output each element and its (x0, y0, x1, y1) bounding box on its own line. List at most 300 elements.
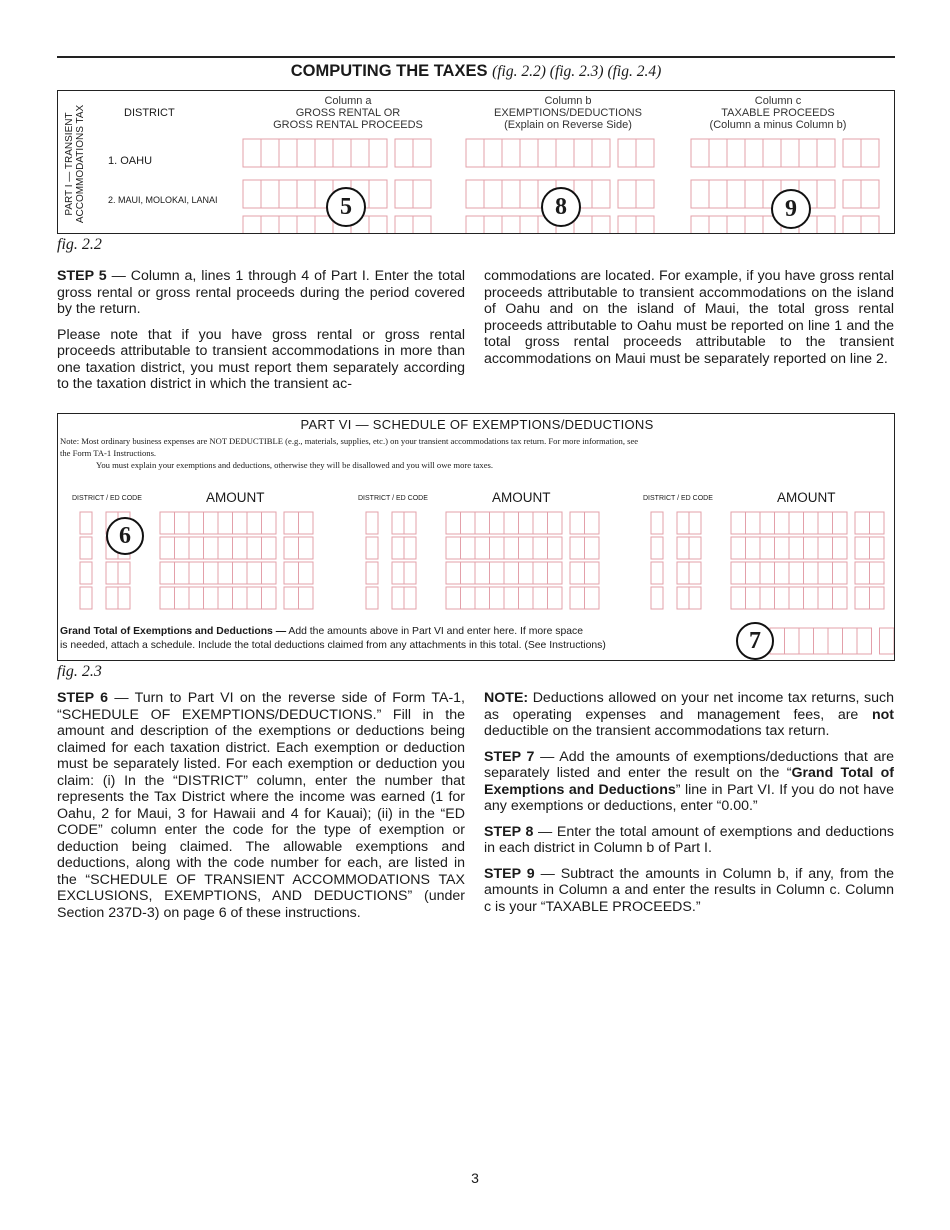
amount-box (218, 562, 233, 584)
fig22-entry-box (538, 139, 556, 167)
note-text-2: deductible on the transient accommodations tax return. (484, 723, 830, 739)
amount-header-1: AMOUNT (206, 490, 265, 505)
column-b-line2: (Explain on Reverse Side) (504, 119, 632, 131)
step7-text-2: ” line in Part VI. If you do not have any exemptions or deductions, enter “0.00.” (484, 781, 894, 814)
column-a-line2: GROSS RENTAL PROCEEDS (273, 119, 423, 131)
ed-code-box (404, 537, 416, 559)
grand-total-box (799, 628, 814, 654)
amount-box (299, 562, 314, 584)
fig22-entry-box (395, 180, 413, 208)
amount-box (218, 537, 233, 559)
step5-left-column (57, 268, 465, 402)
district-code-box (651, 512, 663, 534)
fig22-entry-box (709, 216, 727, 234)
amount-box (284, 512, 299, 534)
fig22-entry-box (279, 139, 297, 167)
fig22-entry-box (261, 216, 279, 234)
amount-box (475, 537, 490, 559)
grand-total-label: Grand Total of Exemptions and Deductions — (60, 626, 287, 637)
note-paragraph (484, 690, 894, 740)
fig22-entry-box (861, 180, 879, 208)
step5-label: STEP 5 (57, 268, 107, 284)
amount-box (746, 512, 761, 534)
ed-code-box (404, 587, 416, 609)
amount-box (247, 512, 262, 534)
column-b-title: Column b (544, 95, 592, 107)
amount-box (731, 537, 746, 559)
fig22-entry-box (618, 216, 636, 234)
figure-2-2 (57, 90, 895, 234)
side-label-line-1: PART I — TRANSIENT (64, 112, 75, 216)
fig22-entry-box (297, 139, 315, 167)
step7-paragraph (484, 749, 894, 815)
fig22-entry-box (466, 216, 484, 234)
fig22-entry-box (691, 139, 709, 167)
column-c-title: Column c (754, 95, 802, 107)
step8-text: — Enter the total amount of exemptions and deductions in each district in Column b of Part I. (484, 823, 894, 856)
ed-code-box (677, 562, 689, 584)
amount-box (504, 587, 519, 609)
grand-total-text: Add the amounts above in Part VI and enter here. If more space (286, 626, 583, 637)
district-code-box (80, 512, 92, 534)
amount-box (870, 537, 885, 559)
amount-box (519, 587, 534, 609)
circle-5-marker: 5 (326, 187, 366, 227)
amount-box (833, 587, 848, 609)
fig22-entry-box (843, 180, 861, 208)
amount-box (855, 562, 870, 584)
grand-total-box (894, 628, 895, 654)
amount-box (262, 537, 277, 559)
ed-code-box (404, 512, 416, 534)
fig22-entry-box (709, 180, 727, 208)
fig22-entry-box (297, 216, 315, 234)
amount-box (160, 537, 175, 559)
district-code-box (80, 587, 92, 609)
step9-label: STEP 9 (484, 865, 535, 882)
amount-box (446, 587, 461, 609)
fig22-entry-box (727, 216, 745, 234)
column-c-line1: TAXABLE PROCEEDS (721, 107, 835, 119)
amount-box (175, 562, 190, 584)
amount-box (855, 587, 870, 609)
fig22-entry-box (369, 216, 387, 234)
fig22-entry-box (243, 216, 261, 234)
amount-box (533, 587, 548, 609)
fig22-entry-box (333, 139, 351, 167)
ed-code-box (689, 537, 701, 559)
ed-code-box (106, 562, 118, 584)
district-code-box (651, 562, 663, 584)
amount-box (519, 562, 534, 584)
district-code-box (651, 537, 663, 559)
amount-box (446, 537, 461, 559)
district-code-box (366, 512, 378, 534)
ed-code-box (392, 587, 404, 609)
step7-label: STEP 7 (484, 748, 535, 765)
part-vi-title: PART VI — SCHEDULE OF EXEMPTIONS/DEDUCTIONS (300, 417, 654, 432)
amount-box (585, 562, 600, 584)
step5-note: Please note that if you have gross rental or gross rental proceeds attributable to transient accommodations in more than one taxation district, you must report them separately according to the taxation district in which the transient ac- (57, 326, 465, 392)
fig22-entry-box (243, 180, 261, 208)
amount-box (519, 512, 534, 534)
amount-box (461, 587, 476, 609)
row-maui-label: 2. MAUI, MOLOKAI, LANAI (108, 195, 218, 205)
amount-box (760, 537, 775, 559)
amount-box (533, 537, 548, 559)
column-c-line2: (Column a minus Column b) (709, 119, 847, 131)
amount-box (818, 562, 833, 584)
amount-box (870, 512, 885, 534)
amount-box (760, 562, 775, 584)
fig22-entry-box (618, 139, 636, 167)
fig22-entry-box (843, 139, 861, 167)
district-code-box (366, 587, 378, 609)
amount-box (775, 512, 790, 534)
amount-box (247, 537, 262, 559)
ed-code-box (404, 562, 416, 584)
amount-box (775, 587, 790, 609)
page-number: 3 (471, 1170, 479, 1186)
amount-box (585, 537, 600, 559)
amount-box (247, 587, 262, 609)
fig22-entry-box (709, 139, 727, 167)
note-bold: not (871, 706, 894, 723)
amount-box (731, 587, 746, 609)
amount-box (570, 587, 585, 609)
fig22-entry-box (574, 139, 592, 167)
fig-2-3-caption: fig. 2.3 (57, 663, 102, 680)
fig22-entry-box (466, 139, 484, 167)
amount-box (189, 512, 204, 534)
step6-left-column (57, 690, 465, 930)
fig22-entry-box (691, 180, 709, 208)
district-code-box (366, 537, 378, 559)
fig22-entry-box (618, 180, 636, 208)
amount-box (585, 512, 600, 534)
fig22-entry-box (763, 139, 781, 167)
amount-box (504, 562, 519, 584)
fig23-box-grid (58, 414, 895, 661)
fig22-entry-box (369, 180, 387, 208)
amount-box (204, 562, 219, 584)
amount-box (446, 512, 461, 534)
step5-paragraph (57, 268, 465, 318)
fig22-entry-box (861, 216, 879, 234)
fig22-entry-box (745, 139, 763, 167)
fig22-entry-box (261, 180, 279, 208)
amount-box (490, 512, 505, 534)
circle-7-marker: 7 (736, 622, 774, 660)
ed-code-box (689, 512, 701, 534)
circle-9-marker: 9 (771, 189, 811, 229)
step6-text: — Turn to Part VI on the reverse side of Form TA-1, “SCHEDULE OF EXEMPTIONS/DEDUCTIONS.” Fill in the amount and description of the exemptions or deductions being claimed for each taxation district. Each exemption or deduction must be separately listed. For each exemption or deduction you claim: (i) In the “DISTRICT” column, enter the number that represents the Tax District where the income was earned (1 for Oahu, 2 for Maui, 3 for Hawaii and 4 for Kauai); (ii) in the “ED CODE” column enter the code for the type of exemption or deduction being claimed. The allowable exemptions and deductions, along with the code number for each, are listed in the “SCHEDULE OF TRANSIENT ACCOMMODATIONS TAX EXCLUSIONS, EXEMPTIONS, AND DEDUCTIONS” (under Section 237D-3) on page 6 of these instructions. (57, 690, 465, 921)
ed-code-header-1: DISTRICT / ED CODE (72, 495, 142, 502)
amount-box (533, 512, 548, 534)
amount-box (461, 512, 476, 534)
step9-text: — Subtract the amounts in Column b, if any, from the amounts in Column a and enter the results in Column c. Column c is your “TAXABLE PROCEEDS.” (484, 865, 894, 915)
amount-box (789, 537, 804, 559)
amount-box (204, 512, 219, 534)
amount-box (804, 512, 819, 534)
fig22-entry-box (520, 180, 538, 208)
amount-box (804, 537, 819, 559)
amount-box (475, 587, 490, 609)
fig22-entry-box (279, 180, 297, 208)
grand-total-box (843, 628, 858, 654)
step8-label: STEP 8 (484, 823, 534, 840)
amount-box (548, 562, 563, 584)
note-line-3: You must explain your exemptions and deductions, otherwise they will be disallowed and you will owe more taxes. (96, 460, 493, 470)
fig22-entry-box (817, 216, 835, 234)
fig22-entry-box (484, 139, 502, 167)
ed-code-box (118, 562, 130, 584)
grand-total-line-2: is needed, attach a schedule. Include the total deductions claimed from any attachments in this total. (See Instructions) (60, 640, 606, 651)
step9-paragraph (484, 866, 894, 916)
amount-box (247, 562, 262, 584)
ed-code-box (677, 537, 689, 559)
grand-total-line (60, 625, 740, 653)
fig22-entry-box (727, 180, 745, 208)
amount-box (218, 587, 233, 609)
amount-box (760, 512, 775, 534)
amount-box (585, 587, 600, 609)
fig22-entry-box (297, 180, 315, 208)
amount-box (175, 512, 190, 534)
step6-paragraph (57, 690, 465, 921)
amount-box (804, 587, 819, 609)
fig22-entry-box (315, 139, 333, 167)
amount-box (490, 562, 505, 584)
fig22-entry-box (781, 139, 799, 167)
amount-box (262, 587, 277, 609)
amount-box (870, 562, 885, 584)
title-fig-refs: (fig. 2.2) (fig. 2.3) (fig. 2.4) (492, 63, 662, 80)
amount-box (475, 512, 490, 534)
amount-box (746, 537, 761, 559)
fig22-entry-box (592, 216, 610, 234)
amount-box (746, 587, 761, 609)
side-label-line-2: ACCOMMODATIONS TAX (75, 104, 86, 224)
header-rule (57, 56, 895, 58)
grand-total-box (814, 628, 829, 654)
amount-box (760, 587, 775, 609)
amount-box (855, 512, 870, 534)
amount-box (833, 537, 848, 559)
ed-code-header-2: DISTRICT / ED CODE (358, 495, 428, 502)
fig22-entry-box (243, 139, 261, 167)
grand-total-box (828, 628, 843, 654)
fig22-entry-box (592, 180, 610, 208)
fig22-entry-box (636, 180, 654, 208)
amount-box (789, 512, 804, 534)
amount-box (519, 537, 534, 559)
fig22-entry-box (484, 216, 502, 234)
fig22-entry-box (727, 139, 745, 167)
amount-box (299, 512, 314, 534)
amount-box (446, 562, 461, 584)
fig22-entry-box (843, 216, 861, 234)
amount-box (548, 537, 563, 559)
amount-box (548, 512, 563, 534)
fig22-entry-box (636, 216, 654, 234)
figure-2-3 (57, 413, 895, 661)
ed-code-box (677, 587, 689, 609)
amount-box (189, 537, 204, 559)
fig22-entry-box (502, 180, 520, 208)
amount-box (775, 562, 790, 584)
amount-box (870, 587, 885, 609)
fig22-entry-box (520, 139, 538, 167)
note-label: NOTE: (484, 690, 529, 706)
amount-box (160, 587, 175, 609)
amount-box (461, 562, 476, 584)
amount-box (233, 562, 248, 584)
district-code-box (80, 562, 92, 584)
amount-box (504, 512, 519, 534)
amount-box (284, 562, 299, 584)
fig22-entry-box (279, 216, 297, 234)
fig-2-2-caption: fig. 2.2 (57, 236, 102, 253)
ed-code-box (689, 587, 701, 609)
fig22-entry-box (592, 139, 610, 167)
ed-code-box (392, 562, 404, 584)
fig22-entry-box (369, 139, 387, 167)
district-header: DISTRICT (124, 107, 175, 119)
row-oahu-label: 1. OAHU (108, 155, 153, 167)
fig22-box-grid (58, 91, 895, 234)
amount-header-3: AMOUNT (777, 490, 836, 505)
amount-box (804, 562, 819, 584)
grand-total-box (857, 628, 872, 654)
note-line-1: Note: Most ordinary business expenses are NOT DEDUCTIBLE (e.g., materials, supplies, etc.) on your transient accommodations tax return. For more information, see (60, 436, 639, 446)
amount-box (833, 562, 848, 584)
amount-box (233, 512, 248, 534)
amount-box (233, 537, 248, 559)
grand-total-line-1 (60, 625, 740, 639)
amount-box (204, 587, 219, 609)
ed-code-box (106, 587, 118, 609)
fig22-entry-box (413, 216, 431, 234)
ed-code-box (118, 587, 130, 609)
fig22-entry-box (466, 180, 484, 208)
ed-code-box (689, 562, 701, 584)
column-a-title: Column a (324, 95, 372, 107)
fig22-entry-box (502, 216, 520, 234)
amount-box (175, 537, 190, 559)
amount-box (189, 587, 204, 609)
step7-text-1: — Add the amounts of exemptions/deductions that are separately listed and enter the result on the “ (484, 748, 894, 781)
column-b-line1: EXEMPTIONS/DEDUCTIONS (494, 107, 642, 119)
note-text-1: Deductions allowed on your net income tax returns, such as operating expenses and management fees, are (484, 690, 894, 723)
fig22-entry-box (861, 139, 879, 167)
fig22-entry-box (745, 216, 763, 234)
fig22-entry-box (484, 180, 502, 208)
district-code-box (651, 587, 663, 609)
amount-box (262, 512, 277, 534)
grand-total-box (785, 628, 800, 654)
fig22-entry-box (520, 216, 538, 234)
fig22-entry-box (745, 180, 763, 208)
amount-box (299, 587, 314, 609)
amount-box (775, 537, 790, 559)
circle-6-marker: 6 (106, 517, 144, 555)
amount-box (570, 537, 585, 559)
fig22-entry-box (413, 139, 431, 167)
district-code-box (80, 537, 92, 559)
step5-right-column (484, 268, 894, 376)
amount-box (533, 562, 548, 584)
amount-box (833, 512, 848, 534)
fig22-boxes (58, 91, 895, 234)
ed-code-header-3: DISTRICT / ED CODE (643, 495, 713, 502)
amount-box (160, 562, 175, 584)
title-text: COMPUTING THE TAXES (290, 62, 488, 80)
fig22-entry-box (413, 180, 431, 208)
amount-box (570, 562, 585, 584)
note-line-2: the Form TA-1 Instructions. (60, 448, 157, 458)
amount-box (233, 587, 248, 609)
grand-total-box (880, 628, 895, 654)
page-title (57, 62, 895, 81)
ed-code-box (392, 512, 404, 534)
fig22-entry-box (799, 139, 817, 167)
amount-box (189, 562, 204, 584)
amount-box (731, 512, 746, 534)
amount-box (490, 537, 505, 559)
fig22-entry-box (636, 139, 654, 167)
step5-text: — Column a, lines 1 through 4 of Part I. Enter the total gross rental or gross rental proceeds during the period covered by the return. (57, 268, 465, 317)
amount-box (262, 562, 277, 584)
amount-box (818, 587, 833, 609)
right-steps-column (484, 690, 894, 924)
step8-paragraph (484, 824, 894, 857)
amount-box (746, 562, 761, 584)
amount-box (490, 587, 505, 609)
fig22-entry-box (261, 139, 279, 167)
fig22-entry-box (351, 139, 369, 167)
amount-box (570, 512, 585, 534)
fig22-entry-box (395, 216, 413, 234)
amount-box (284, 537, 299, 559)
amount-box (461, 537, 476, 559)
amount-box (204, 537, 219, 559)
amount-box (548, 587, 563, 609)
fig22-entry-box (395, 139, 413, 167)
amount-box (160, 512, 175, 534)
amount-box (789, 587, 804, 609)
amount-box (818, 537, 833, 559)
column-a-line1: GROSS RENTAL OR (295, 107, 401, 119)
circle-8-marker: 8 (541, 187, 581, 227)
fig22-entry-box (817, 139, 835, 167)
fig22-entry-box (691, 216, 709, 234)
amount-header-2: AMOUNT (492, 490, 551, 505)
amount-box (175, 587, 190, 609)
amount-box (284, 587, 299, 609)
step6-label: STEP 6 (57, 690, 109, 706)
amount-box (218, 512, 233, 534)
amount-box (299, 537, 314, 559)
amount-box (818, 512, 833, 534)
amount-box (731, 562, 746, 584)
step7-bold: Grand Total of Exemptions and Deductions (484, 765, 895, 798)
amount-box (855, 537, 870, 559)
fig22-entry-box (502, 139, 520, 167)
district-code-box (366, 562, 378, 584)
fig22-entry-box (556, 139, 574, 167)
ed-code-box (392, 537, 404, 559)
